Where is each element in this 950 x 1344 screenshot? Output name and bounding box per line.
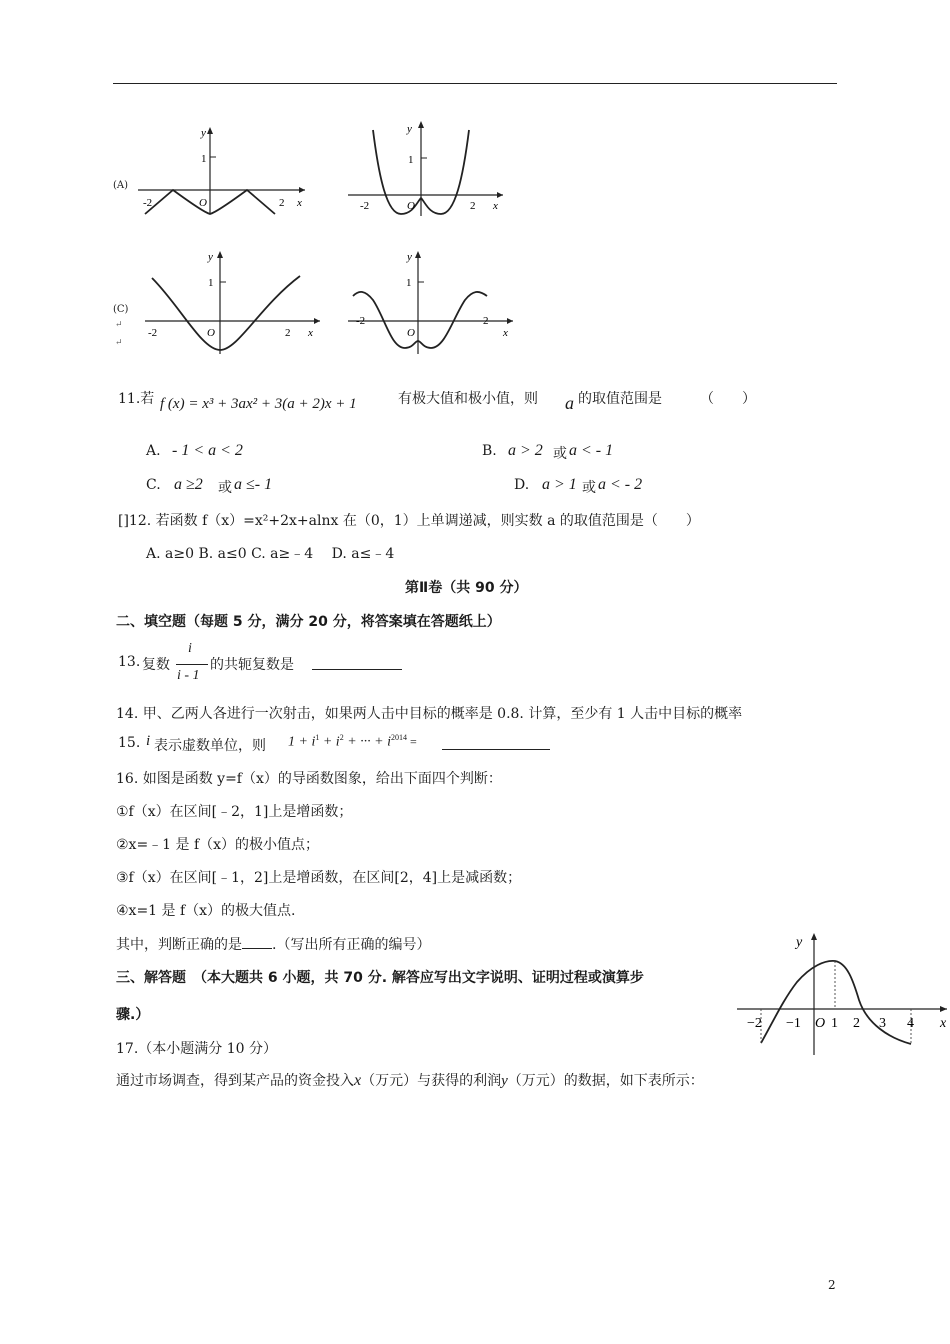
graph-b-y: y xyxy=(407,123,412,135)
derivative-graph xyxy=(735,930,950,1060)
section2-title: 第Ⅱ卷（共 90 分） xyxy=(405,580,528,596)
option-label-a: (A) xyxy=(113,180,129,191)
graph-b-1: 1 xyxy=(408,154,414,166)
q13-post: 的共轭复数是 xyxy=(210,657,294,673)
q17-text xyxy=(116,1070,704,1090)
q17-pre: 通过市场调查，得到某产品的资金投入 xyxy=(116,1073,354,1089)
deriv-3: 3 xyxy=(879,1016,886,1031)
q11-option-b-2: a < - 1 xyxy=(569,442,614,459)
q15-plus2: + i xyxy=(319,734,340,750)
graph-a xyxy=(133,122,313,217)
graph-b-origin: O xyxy=(407,200,415,212)
q11-var: a xyxy=(565,393,574,413)
q15-text: 表示虚数单位，则 xyxy=(154,738,266,754)
q12-text: []12. 若函数 f（x）=x²+2x+alnx 在（0，1）上单调递减，则实数 a 的取值范围是（ ） xyxy=(118,513,700,529)
q11-option-d-label: D. xyxy=(514,477,530,493)
graph-a-2: 2 xyxy=(279,197,285,209)
graph-a-1: 1 xyxy=(201,153,207,165)
deriv-2: 2 xyxy=(853,1016,860,1031)
q11-option-c-1: a ≥2 xyxy=(174,476,203,493)
graph-d-2: 2 xyxy=(483,315,489,327)
q16-answer-blank xyxy=(242,936,272,949)
q16-stem: 16. 如图是函数 y=f（x）的导函数图象，给出下面四个判断： xyxy=(116,771,502,787)
deriv-origin: O xyxy=(815,1016,826,1031)
graph-d-neg2: -2 xyxy=(356,315,366,327)
q15-expression xyxy=(288,733,417,751)
return-mark-2: ↵ xyxy=(115,338,123,348)
q15-exp1: 1 xyxy=(315,733,320,742)
q11-option-d-or: 或 xyxy=(582,480,596,496)
graph-c xyxy=(140,246,325,356)
graph-a-x: x xyxy=(297,197,302,209)
q11-option-b-1: a > 2 xyxy=(508,442,543,459)
q13-fraction-bar xyxy=(176,664,208,665)
graph-b xyxy=(343,118,508,218)
q11-number: 11.若 xyxy=(118,391,155,407)
header-rule xyxy=(113,83,837,84)
graph-c-x: x xyxy=(308,327,313,339)
q11-tail: 的取值范围是 xyxy=(578,391,662,407)
q15-eq: = xyxy=(406,734,417,749)
q13-fraction-numerator: i xyxy=(188,641,192,656)
graph-b-x: x xyxy=(493,200,498,212)
q17-mid: （万元）与获得的利润 xyxy=(361,1073,502,1089)
deriv-neg2: −2 xyxy=(747,1016,762,1031)
q17-tail: （万元）的数据，如下表所示： xyxy=(507,1073,704,1089)
q13-answer-blank xyxy=(312,669,402,670)
q17-title: 17.（本小题满分 10 分） xyxy=(116,1041,277,1057)
deriv-neg1: −1 xyxy=(786,1016,801,1031)
section3-heading-line2: 骤.） xyxy=(116,1007,150,1023)
graph-d-origin: O xyxy=(407,327,415,339)
graph-d-x: x xyxy=(503,327,508,339)
q11-text: 有极大值和极小值，则 xyxy=(398,391,538,407)
graph-a-origin: O xyxy=(199,197,207,209)
q16-question-tail: .（写出所有正确的编号） xyxy=(272,937,431,953)
q16-statement-2: ②x=﹣1 是 f（x）的极小值点； xyxy=(116,837,320,853)
q15-exp2: 2 xyxy=(339,733,344,742)
q17-var-x: x xyxy=(354,1072,362,1089)
q11-option-c-2: a ≤- 1 xyxy=(234,476,273,493)
q15-number: 15. xyxy=(118,735,141,751)
graph-c-y: y xyxy=(208,251,213,263)
graph-c-origin: O xyxy=(207,327,215,339)
fill-in-heading: 二、填空题（每题 5 分，满分 20 分，将答案填在答题纸上） xyxy=(116,614,501,630)
q16-statement-4: ④x=1 是 f（x）的极大值点. xyxy=(116,903,296,919)
q11-option-c-or: 或 xyxy=(218,480,232,496)
graph-c-2: 2 xyxy=(285,327,291,339)
deriv-x: x xyxy=(940,1016,947,1031)
q16-statement-1: ①f（x）在区间[﹣2，1]上是增函数； xyxy=(116,804,353,820)
q11-option-a: - 1 < a < 2 xyxy=(172,442,243,459)
deriv-y: y xyxy=(796,935,803,950)
graph-a-y: y xyxy=(201,127,206,139)
graph-b-neg2: -2 xyxy=(360,200,370,212)
page-number: 2 xyxy=(828,1278,836,1292)
q11-paren: （ ） xyxy=(700,391,756,407)
q16-statement-3: ③f（x）在区间[﹣1，2]上是增函数，在区间[2，4]上是减函数； xyxy=(116,870,522,886)
q16-question xyxy=(116,934,430,954)
graph-d xyxy=(343,246,518,356)
q13-number: 13. xyxy=(118,654,141,670)
q15-var: i xyxy=(146,733,151,749)
q11-option-d-1: a > 1 xyxy=(542,476,577,493)
q11-formula: f (x) = x³ + 3ax² + 3(a + 2)x + 1 xyxy=(160,396,357,412)
q15-answer-blank xyxy=(442,749,550,750)
graph-d-1: 1 xyxy=(406,277,412,289)
graph-d-y: y xyxy=(407,251,412,263)
graph-c-1: 1 xyxy=(208,277,214,289)
q11-option-c-label: C. xyxy=(146,477,161,493)
deriv-1: 1 xyxy=(831,1016,838,1031)
q15-exp3: 2014 xyxy=(390,733,407,742)
section3-heading-line1: 三、解答题 （本大题共 6 小题，共 70 分. 解答应写出文字说明、证明过程或演算步 xyxy=(116,970,644,986)
graph-c-neg2: -2 xyxy=(148,327,158,339)
graph-a-neg2: -2 xyxy=(143,197,153,209)
q17-var-y: y xyxy=(501,1073,508,1089)
q15-expr-start: 1 + i xyxy=(288,734,316,750)
q16-question-text: 其中，判断正确的是 xyxy=(116,937,242,953)
q11-option-a-label: A. xyxy=(146,443,161,459)
q13-fraction-denominator: i - 1 xyxy=(177,668,200,683)
q12-options: A. a≥0 B. a≤0 C. a≥﹣4 D. a≤﹣4 xyxy=(146,546,395,562)
q11-option-d-2: a < - 2 xyxy=(598,476,643,493)
q15-dots: + ··· + i xyxy=(343,734,391,750)
q11-option-b-or: 或 xyxy=(553,446,567,462)
return-mark-1: ↵ xyxy=(115,320,123,330)
q11-option-b-label: B. xyxy=(482,443,497,459)
graph-b-2: 2 xyxy=(470,200,476,212)
q14-text: 14. 甲、乙两人各进行一次射击，如果两人击中目标的概率是 0.8. 计算，至少有 1 人击中目标的概率 xyxy=(116,706,743,722)
option-label-c: (C) xyxy=(113,304,129,315)
q13-pre: 复数 xyxy=(142,657,170,673)
deriv-4: 4 xyxy=(907,1016,914,1031)
